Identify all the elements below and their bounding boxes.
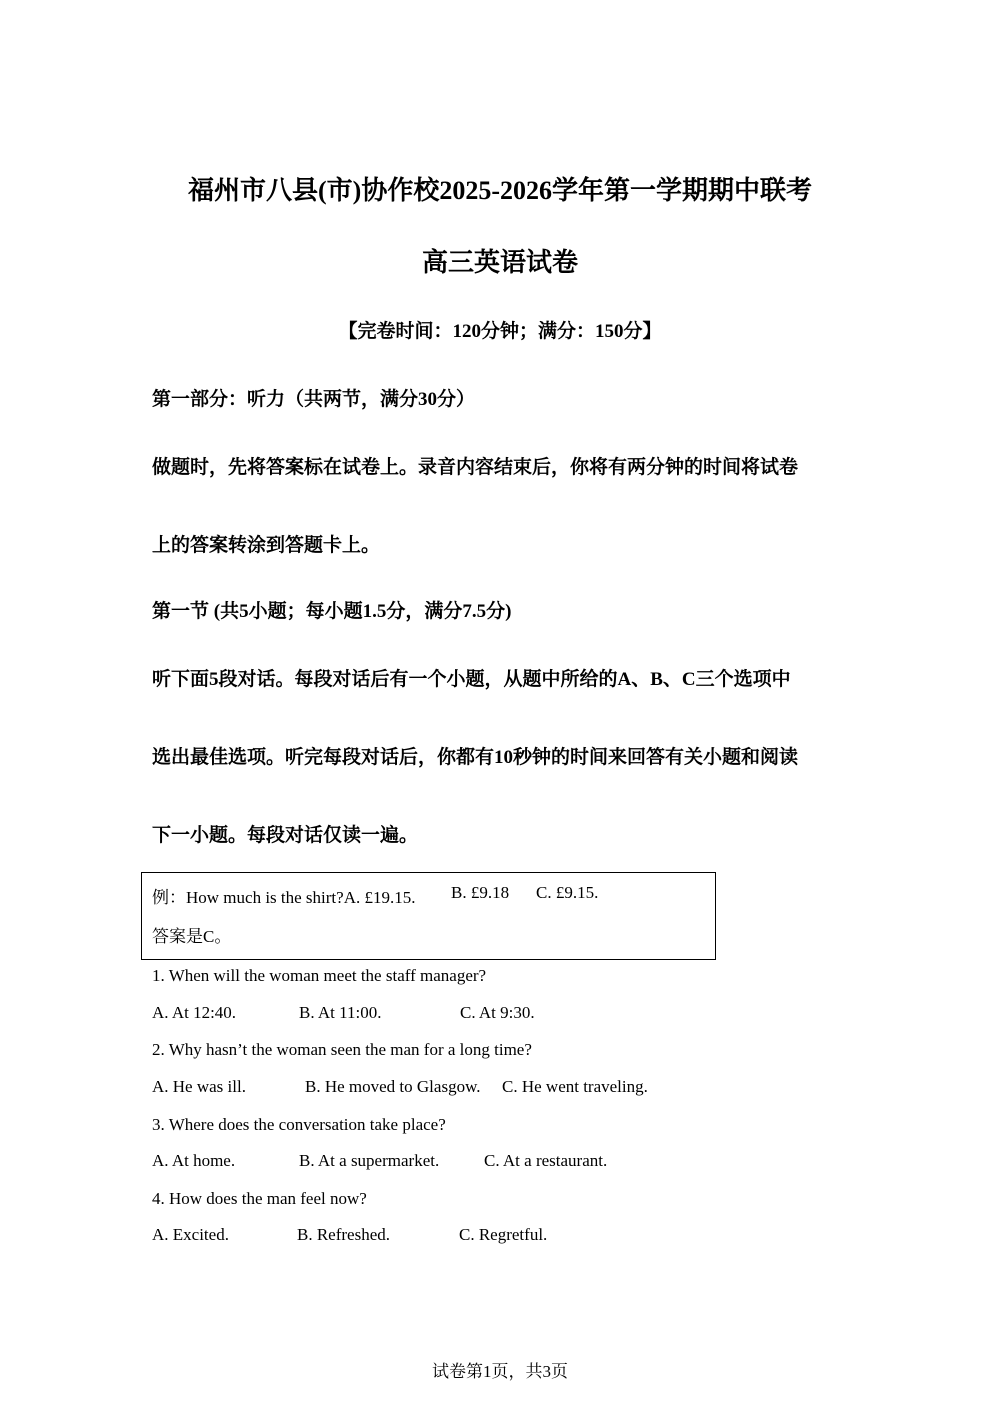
example-prefix: 例：	[152, 888, 186, 907]
time-info: 【完卷时间：120分钟；满分：150分】	[338, 321, 662, 342]
example-question-line	[152, 883, 415, 908]
example-option-c: C. £9.15.	[536, 883, 599, 902]
question-1-option-b: B. At 11:00.	[299, 1003, 382, 1022]
question-3: 3. Where does the conversation take place?	[152, 1115, 446, 1134]
example-option-b: B. £9.18	[451, 883, 510, 902]
question-4: 4. How does the man feel now?	[152, 1189, 367, 1208]
section1-instruction-line1: 听下面5段对话。每段对话后有一个小题，从题中所给的A、B、C三个选项中	[152, 669, 791, 690]
question-3-option-a: A. At home.	[152, 1151, 236, 1170]
example-option-a: A. £19.15.	[343, 888, 416, 907]
section1-instruction-line3: 下一小题。每段对话仅读一遍。	[152, 825, 419, 846]
question-2-option-a: A. He was ill.	[152, 1077, 246, 1096]
question-1-option-c: C. At 9:30.	[460, 1003, 535, 1022]
question-3-option-c: C. At a restaurant.	[484, 1151, 608, 1170]
question-2-option-c: C. He went traveling.	[502, 1077, 648, 1096]
question-4-option-a: A. Excited.	[152, 1225, 229, 1244]
exam-title: 福州市八县(市)协作校2025-2026学年第一学期期中联考	[188, 176, 812, 205]
example-question: How much is the shirt?	[186, 888, 344, 907]
example-answer: 答案是C。	[152, 927, 232, 946]
page-footer: 试卷第1页，共3页	[432, 1362, 568, 1381]
question-3-option-b: B. At a supermarket.	[299, 1151, 440, 1170]
exam-subtitle: 高三英语试卷	[421, 248, 578, 277]
part1-instruction-line2: 上的答案转涂到答题卡上。	[152, 535, 381, 556]
question-2-option-b: B. He moved to Glasgow.	[305, 1077, 481, 1096]
part1-instruction-line1: 做题时，先将答案标在试卷上。录音内容结束后，你将有两分钟的时间将试卷	[152, 457, 799, 478]
section1-instruction-line2: 选出最佳选项。听完每段对话后，你都有10秒钟的时间来回答有关小题和阅读	[152, 747, 799, 768]
question-1-option-a: A. At 12:40.	[152, 1003, 237, 1022]
part1-heading: 第一部分：听力（共两节，满分30分）	[152, 389, 476, 410]
question-2: 2. Why hasn’t the woman seen the man for a long time?	[152, 1040, 532, 1059]
question-4-option-c: C. Regretful.	[459, 1225, 548, 1244]
section1-heading: 第一节 (共5小题；每小题1.5分，满分7.5分)	[152, 601, 512, 622]
question-1: 1. When will the woman meet the staff manager?	[152, 966, 487, 985]
question-4-option-b: B. Refreshed.	[297, 1225, 391, 1244]
